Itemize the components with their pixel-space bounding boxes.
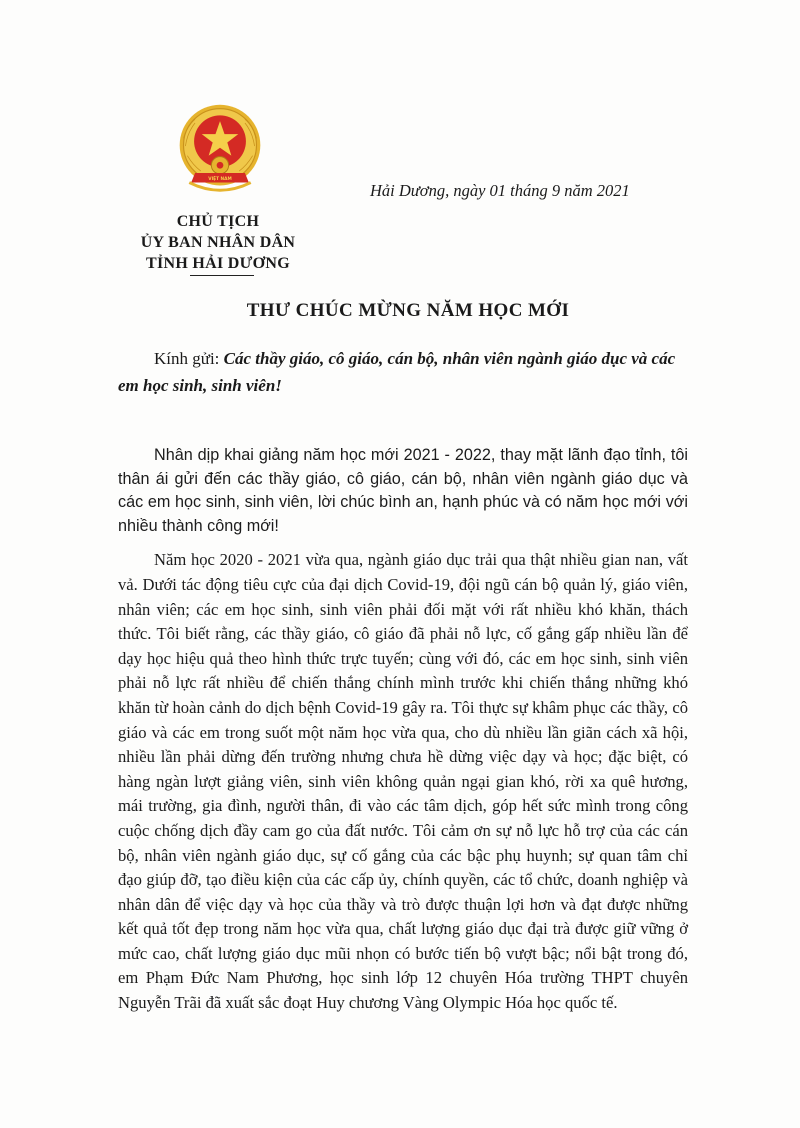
salutation	[118, 345, 688, 399]
salutation-prefix: Kính gửi:	[154, 349, 224, 368]
document-date: Hải Dương, ngày 01 tháng 9 năm 2021	[370, 181, 630, 200]
salutation-recipients: Các thầy giáo, cô giáo, cán bộ, nhân viên ngành giáo dục và các em học sinh, sinh viên!	[118, 349, 676, 395]
national-emblem-icon	[172, 100, 268, 196]
issuer-title: CHỦ TỊCH	[176, 213, 260, 230]
issuer-divider	[190, 275, 254, 276]
letter-body	[118, 444, 688, 1016]
body-paragraph: Nhân dịp khai giảng năm học mới 2021 - 2022, thay mặt lãnh đạo tỉnh, tôi thân ái gửi đến các thầy giáo, cô giáo, cán bộ, nhân viên ngành giáo dục và các em học sinh, sinh viên, lời chúc bình an, hạnh phúc và có năm học mới với nhiều thành công mới!	[118, 446, 688, 535]
issuing-authority	[118, 211, 318, 276]
body-paragraph: Năm học 2020 - 2021 vừa qua, ngành giáo dục trải qua thật nhiều gian nan, vất vả. Dưới tác động tiêu cực của đại dịch Covid-19, đội ngũ cán bộ quản lý, giáo viên, nhân viên; các em học sinh, sinh viên phải đối mặt với rất nhiều khó khăn, thách thức. Tôi biết rằng, các thầy giáo, cô giáo đã phải nỗ lực, cố gắng gấp nhiều lần để dạy học hiệu quả theo hình thức trực tuyến; cùng với đó, các em học sinh, sinh viên phải nỗ lực rất nhiều để chiến thắng chính mình trước khi chiến thắng những khó khăn từ hoàn cảnh do dịch bệnh Covid-19 gây ra. Tôi thực sự khâm phục các thầy, cô giáo và các em trong suốt một năm học vừa qua, cho dù nhiều lần giãn cách xã hội, nhiều lần phải dừng đến trường nhưng chưa hề dừng việc dạy và học; đặc biệt, có hàng ngàn lượt giảng viên, sinh viên không quản ngại gian khó, rời xa quê hương, mái trường, gia đình, người thân, đi vào các tâm dịch, góp hết sức mình trong công cuộc chống dịch đầy cam go của đất nước. Tôi cảm ơn sự nỗ lực hỗ trợ của các cán bộ, nhân viên ngành giáo dục, sự cố gắng của các bậc phụ huynh; sự quan tâm chỉ đạo giúp đỡ, tạo điều kiện của các cấp ủy, chính quyền, các tổ chức, doanh nghiệp và nhân dân để việc dạy và học của thầy và trò được thuận lợi hơn và đạt được những kết quả tốt đẹp trong năm học vừa qua, chất lượng giáo dục đại trà được giữ vững ở mức cao, chất lượng giáo dục mũi nhọn có bước tiến bộ vượt bậc; nổi bật trong đó, em Phạm Đức Nam Phương, học sinh lớp 12 chuyên Hóa trường THPT chuyên Nguyễn Trãi đã xuất sắc đoạt Huy chương Vàng Olympic Hóa học quốc tế.	[118, 550, 688, 1013]
issuer-province: TỈNH HẢI DƯƠNG	[145, 255, 291, 272]
document-title: THƯ CHÚC MỪNG NĂM HỌC MỚI	[246, 300, 570, 321]
svg-text:VIỆT NAM: VIỆT NAM	[208, 177, 232, 183]
issuer-committee: ỦY BAN NHÂN DÂN	[140, 234, 296, 251]
